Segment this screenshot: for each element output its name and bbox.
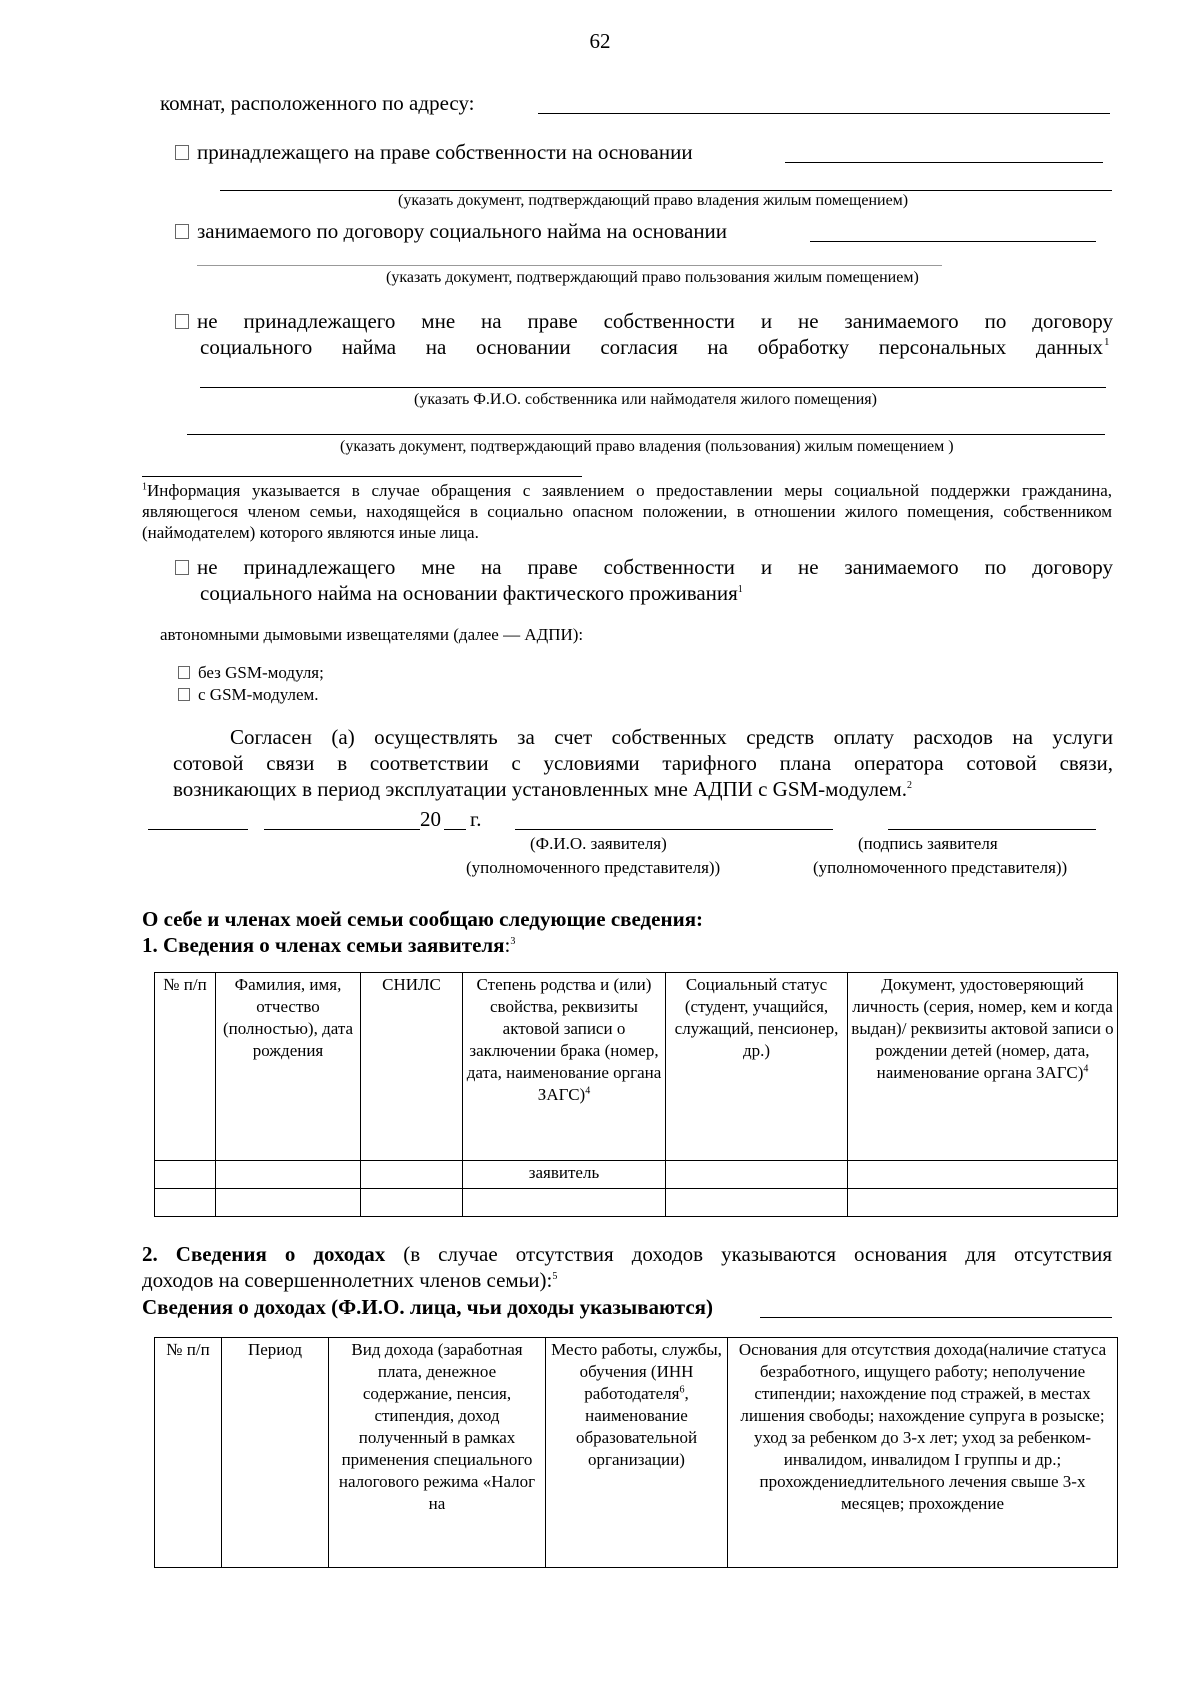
income-col-workplace-text2: наименование образовательной организации) [575,1406,698,1469]
section2-footnote: 5 [552,1271,558,1282]
footnote-separator [142,476,582,477]
option-social [175,218,727,244]
family-col-num: № п/п [155,973,216,1161]
sign-sub: (уполномоченного представителя)) [813,858,1068,877]
section1-title: 1. Сведения о членах семьи заявителя [142,933,505,957]
owner-doc-line[interactable] [187,434,1105,435]
adpi-with-gsm [178,684,319,705]
section2-title-bold: 2. Сведения о доходах [142,1242,386,1266]
factual-checkbox[interactable] [175,560,189,575]
page-number: 62 [589,29,611,53]
family-col-document-text: Документ, удостоверяющий личность (серия, номер, кем и когда выдан)/ реквизиты актовой записи о рождении детей (номер, дата, наименование органа ЗАГС) [851,975,1114,1082]
owned-label: принадлежащего на праве собственности на основании [197,140,693,164]
adpi-without-gsm [178,662,324,683]
section2-title-line1 [142,1241,1112,1267]
table-cell[interactable] [155,1189,216,1217]
option-consent-line1 [175,308,1113,334]
social-basis-line[interactable] [810,241,1096,242]
address-field-line[interactable] [538,113,1110,114]
without-gsm-label: без GSM-модуля; [198,663,324,682]
option-owned [175,139,693,165]
owned-checkbox[interactable] [175,145,189,160]
income-col-workplace-text: Место работы, службы, обучения (ИНН работодателя [551,1340,722,1403]
section2-title-rest: (в случае отсутствия доходов указываются основания для отсутствия [403,1242,1113,1266]
consent-checkbox[interactable] [175,314,189,329]
owned-hint: (указать документ, подтверждающий право владения жилым помещением) [398,192,909,209]
family-col-document: Документ, удостоверяющий личность (серия, номер, кем и когда выдан)/ реквизиты актовой записи о рождении детей (номер, дата, наименование органа ЗАГС)$^4$ [848,973,1118,1161]
section1-footnote: 3 [510,936,516,947]
consent-footnote-2: 2 [906,780,912,791]
consent-hint2: (указать документ, подтверждающий право владения (пользования) жилым помещением ) [340,438,954,455]
table-cell[interactable] [666,1189,848,1217]
section-intro: О себе и членах моей семьи сообщаю следующие сведения: [142,907,704,931]
address-label: комнат, расположенного по адресу: [160,91,475,115]
table-cell[interactable] [463,1189,666,1217]
table-cell[interactable] [361,1189,463,1217]
consent-line2-text: социального найма на основании согласия на обработку персональных данных [200,335,1103,359]
fio-signature-line[interactable] [515,829,833,830]
income-table-header [155,1338,1118,1568]
table-cell[interactable] [155,1161,216,1189]
date-year-line[interactable] [444,829,466,830]
date-year-suffix: г. [470,807,482,831]
with-gsm-checkbox[interactable] [178,688,190,701]
consent-paragraph-line1 [230,724,1113,750]
social-doc-line[interactable] [197,265,942,266]
consent-paragraph-line2 [173,750,1113,776]
consent-paragraph-text1: Согласен (а) осуществлять за счет собственных средств оплату расходов на услуги [230,725,1113,749]
footnote-1-mark: 1 [142,481,147,493]
factual-line1-text: не принадлежащего мне на праве собственности и не занимаемого по договору [197,555,1113,579]
table-cell[interactable] [216,1161,361,1189]
family-col-relation: Степень родства и (или) свойства, реквизиты актовой записи о заключении брака (номер, дата, наименование органа ЗАГС)$^4$ [463,973,666,1161]
with-gsm-label: с GSM-модулем. [198,685,319,704]
consent-line1-text: не принадлежащего мне на праве собственности и не занимаемого по договору [197,309,1113,333]
footnote-1-text: Информация указывается в случае обращения с заявлением о предоставлении меры социальной поддержки гражданина, являющегося членом семьи, находящейся в социально опасном положении, в отношении жилого помещения, собственником (наймодателем) которого являются иные лица. [142,481,1112,542]
consent-paragraph-line3 [173,776,912,802]
social-label: занимаемого по договору социального найма на основании [197,219,728,243]
applicant-relation-cell: заявитель [463,1161,666,1189]
option-factual-line1 [175,554,1113,580]
income-person-line[interactable] [760,1317,1112,1318]
table-row [155,1189,1118,1217]
sign-label: (подпись заявителя [858,834,998,853]
section2-title-line2-text: доходов на совершеннолетних членов семьи): [142,1268,553,1292]
table-cell[interactable] [848,1189,1118,1217]
table-cell[interactable] [666,1161,848,1189]
income-col-workplace: Место работы, службы, обучения (ИНН работодателя$^6$, наименование образовательной организации) [546,1338,728,1568]
factual-line2-text: социального найма на основании фактического проживания [200,581,738,605]
fio-label: (Ф.И.О. заявителя) [530,834,667,853]
date-month-line[interactable] [264,829,420,830]
family-col-status: Социальный статус (студент, учащийся, служащий, пенсионер, др.) [666,973,848,1161]
income-person-label: Сведения о доходах (Ф.И.О. лица, чьи доходы указываются) [142,1295,714,1319]
section2-title-line2 [142,1267,557,1293]
income-col-period: Период [222,1338,329,1568]
social-checkbox[interactable] [175,224,189,239]
table-cell[interactable] [848,1161,1118,1189]
option-factual-line2 [200,580,743,606]
income-col-type: Вид дохода (заработная плата, денежное содержание, пенсия, стипендия, доход полученный в рамках применения специального налогового режима «Налог на [329,1338,546,1568]
table-cell[interactable] [216,1189,361,1217]
sign-signature-line[interactable] [888,829,1096,830]
fio-sub: (уполномоченного представителя)) [466,858,721,877]
factual-footnote-mark: 1 [737,584,743,595]
owned-basis-line[interactable] [785,162,1103,163]
section1-title-wrap: 1. Сведения о членах семьи заявителя:$^3$ [142,933,516,957]
family-col-name: Фамилия, имя, отчество (полностью), дата рождения [216,973,361,1161]
date-day-line[interactable] [148,829,248,830]
table-row [155,1161,1118,1189]
social-hint: (указать документ, подтверждающий право пользования жилым помещением) [386,269,919,286]
consent-paragraph-text2: сотовой связи в соответствии с условиями тарифного плана оператора сотовой связи, [173,751,1113,775]
footnote-1 [142,480,1112,543]
family-table-header [155,973,1118,1161]
income-table [154,1337,1118,1568]
family-table [154,972,1118,1217]
income-col-num: № п/п [155,1338,222,1568]
consent-hint1: (указать Ф.И.О. собственника или наймодателя жилого помещения) [414,391,877,408]
consent-paragraph-text3: возникающих в период эксплуатации установленных мне АДПИ с GSM-модулем. [173,777,907,801]
adpi-label: автономными дымовыми извещателями (далее — АДПИ): [160,625,584,644]
family-col-snils: СНИЛС [361,973,463,1161]
without-gsm-checkbox[interactable] [178,666,190,679]
date-year-prefix: 20 [420,807,441,831]
family-col-relation-text: Степень родства и (или) свойства, реквизиты актовой записи о заключении брака (номер, дата, наименование органа ЗАГС) [466,975,662,1104]
table-cell[interactable] [361,1161,463,1189]
option-consent-line2 [200,334,1103,360]
owner-fio-line[interactable] [200,387,1106,388]
income-col-reasons: Основания для отсутствия дохода(наличие статуса безработного, ищущего работу; неполучение стипендии; нахождение под стражей, в местах лишения свободы; нахождение супруга в розыске; уход за ребенком до 3-х лет; уход за ребенком-инвалидом, инвалидом I группы и др.; прохождениедлительного лечения свыше 3-х месяцев; прохождение [728,1338,1118,1568]
